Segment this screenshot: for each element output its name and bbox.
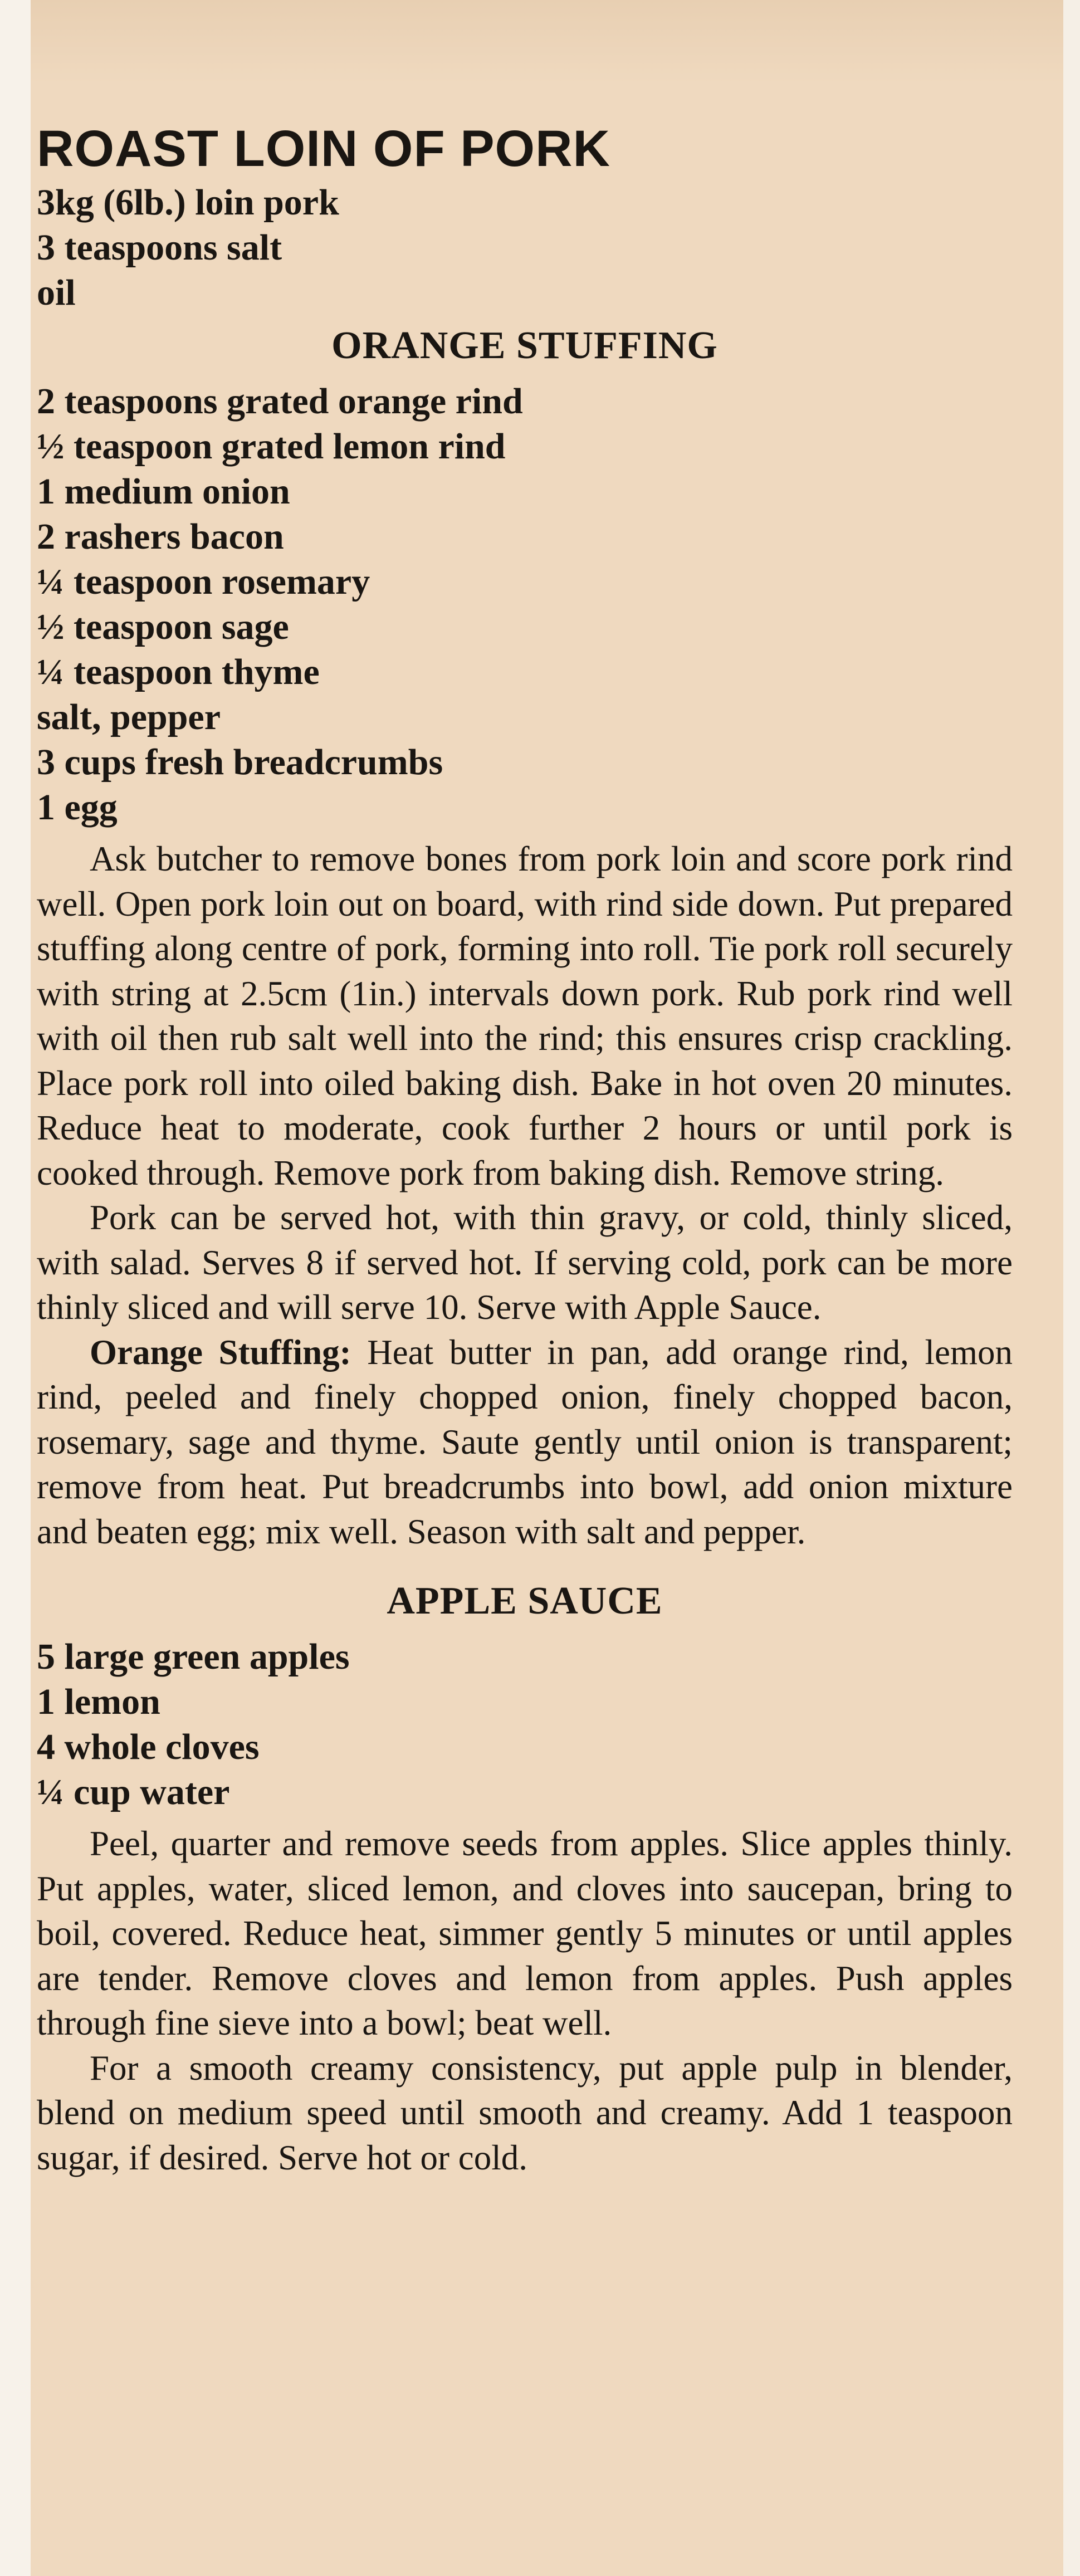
page-right-margin [1063,0,1080,2576]
apple-sauce-heading: APPLE SAUCE [387,1580,663,1622]
ingredient-item: salt, pepper [37,697,221,737]
recipe-clipping [37,120,1013,2180]
recipe-title: ROAST LOIN OF PORK [37,120,610,177]
ingredient-item: ¼ cup water [37,1772,230,1812]
apple-sauce-method-paragraph: Peel, quarter and remove seeds from apples. Slice apples thinly. Put apples, water, sliced lemon, and cloves into saucepan, bring to boil, covered. Reduce heat, simmer gently 5 minutes or until apples are tender. Remove cloves and lemon from apples. Push apples through fine sieve into a bowl; beat well. [37,1824,1013,2042]
main-ingredient-list [37,180,1013,315]
ingredient-item: 3kg (6lb.) loin pork [37,182,339,223]
ingredient-item: ¼ teaspoon thyme [37,652,320,692]
ingredient-item: ½ teaspoon sage [37,607,289,647]
ingredient-item: 2 rashers bacon [37,516,284,557]
serving-paragraph: Pork can be served hot, with thin gravy, or cold, thinly sliced, with salad. Serves 8 if served hot. If serving cold, pork can be more thinly sliced and will serve 10. Serve with Apple Sauce. [37,1198,1013,1327]
ingredient-item: 5 large green apples [37,1636,350,1677]
page-left-margin [0,0,31,2576]
stuffing-method-paragraph [37,1330,1013,1555]
paper-top-shade [31,0,1063,84]
ingredient-item: 1 medium onion [37,471,290,512]
ingredient-item: 3 cups fresh breadcrumbs [37,742,443,783]
stuffing-heading: ORANGE STUFFING [331,324,718,367]
ingredient-item: 4 whole cloves [37,1727,260,1767]
ingredient-item: 3 teaspoons salt [37,227,282,268]
apple-sauce-blender-paragraph: For a smooth creamy consistency, put apple pulp in blender, blend on medium speed until smooth and creamy. Add 1 teaspoon sugar, if desired. Serve hot or cold. [37,2048,1013,2177]
stuffing-method-text: Heat butter in pan, add orange rind, lemon rind, peeled and finely chopped onion, finely chopped bacon, rosemary, sage and thyme. Saute gently until onion is transparent; remove from heat. Put breadcrumbs into bowl, add onion mixture and beaten egg; mix well. Season with salt and pepper. [37,1332,1013,1551]
stuffing-method-label: Orange Stuffing: [90,1332,351,1372]
stuffing-ingredient-list [37,379,1013,830]
ingredient-item: ½ teaspoon grated lemon rind [37,426,506,467]
ingredient-item: ¼ teaspoon rosemary [37,561,370,602]
ingredient-item: oil [37,272,76,313]
apple-sauce-ingredient-list [37,1634,1013,1815]
method-paragraph: Ask butcher to remove bones from pork loin and score pork rind well. Open pork loin out on board, with rind side down. Put prepared stuffing along centre of pork, forming into roll. Tie pork roll securely with string at 2.5cm (1in.) intervals down pork. Rub pork rind well with oil then rub salt well into the rind; this ensures crisp crackling. Place pork roll into oiled baking dish. Bake in hot oven 20 minutes. Reduce heat to moderate, cook further 2 hours or until pork is cooked through. Remove pork from baking dish. Remove string. [37,839,1013,1192]
ingredient-item: 1 lemon [37,1682,160,1722]
ingredient-item: 2 teaspoons grated orange rind [37,381,523,422]
ingredient-item: 1 egg [37,787,118,828]
